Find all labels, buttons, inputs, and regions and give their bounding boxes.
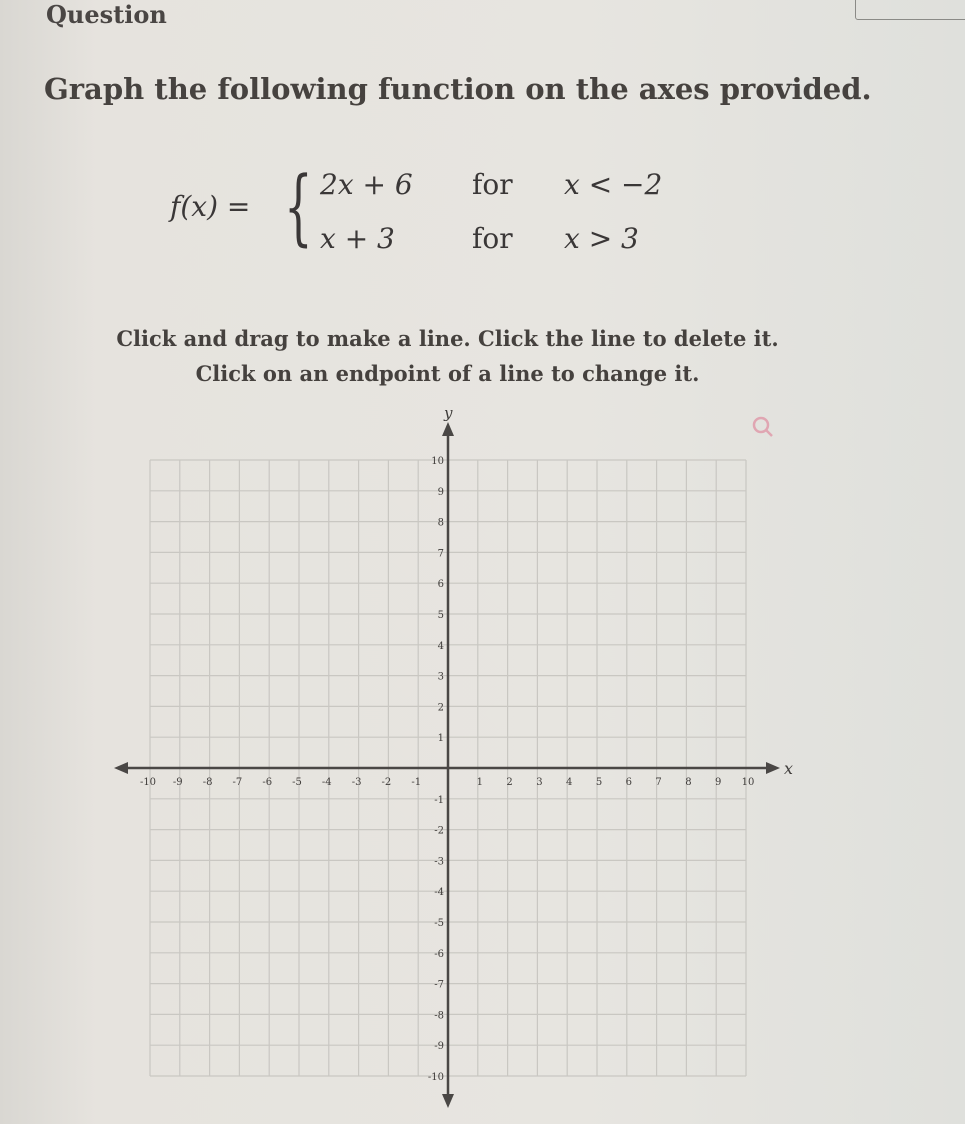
y-tick-label: 1 bbox=[437, 733, 444, 745]
x-tick-label: -7 bbox=[232, 777, 243, 788]
equation-lhs: f(x) = bbox=[170, 190, 251, 223]
y-axis-arrow-down bbox=[442, 1094, 454, 1108]
y-tick-label: 2 bbox=[437, 702, 444, 714]
y-tick-label: -4 bbox=[434, 887, 444, 899]
y-tick-label: -3 bbox=[434, 856, 444, 868]
x-tick-label: -3 bbox=[351, 777, 362, 788]
x-tick-label: 10 bbox=[741, 777, 755, 788]
x-tick-label: -10 bbox=[139, 777, 157, 788]
y-tick-label: 4 bbox=[437, 640, 444, 652]
case-2-cond: x > 3 bbox=[564, 222, 639, 255]
y-tick-label: 10 bbox=[431, 456, 444, 467]
y-tick-label: -9 bbox=[434, 1041, 444, 1053]
question-header: Question bbox=[46, 0, 167, 29]
x-tick-label: 3 bbox=[536, 777, 543, 788]
y-tick-label: 9 bbox=[437, 486, 444, 498]
question-prompt: Graph the following function on the axes provided. bbox=[44, 72, 872, 106]
case-1-cond: x < −2 bbox=[564, 168, 663, 201]
y-tick-label: 5 bbox=[437, 610, 444, 621]
y-tick-label: -8 bbox=[434, 1010, 444, 1022]
x-tick-label: 9 bbox=[715, 777, 722, 788]
x-tick-label: 7 bbox=[655, 777, 662, 788]
x-tick-label: -8 bbox=[202, 777, 213, 788]
x-tick-label: -2 bbox=[381, 777, 392, 788]
x-tick-label: -5 bbox=[292, 777, 302, 788]
case-2-expr: x + 3 bbox=[320, 222, 395, 255]
y-tick-label: -1 bbox=[434, 794, 444, 806]
x-tick-label: 6 bbox=[625, 777, 632, 788]
y-tick-label: 6 bbox=[437, 579, 444, 591]
x-tick-label: 5 bbox=[595, 777, 603, 788]
y-tick-label: -6 bbox=[434, 948, 444, 960]
x-tick-label: -9 bbox=[172, 777, 183, 788]
y-tick-label: -10 bbox=[427, 1072, 444, 1083]
x-tick-label: 2 bbox=[506, 777, 513, 788]
instruction-line-2: Click on an endpoint of a line to change it. bbox=[195, 361, 700, 386]
case-1-for: for bbox=[472, 168, 513, 201]
y-axis-label: y bbox=[444, 404, 453, 422]
x-axis-label: x bbox=[784, 759, 794, 778]
x-tick-label: -6 bbox=[262, 777, 273, 788]
y-tick-label: 8 bbox=[437, 517, 444, 529]
magnifier-icon[interactable] bbox=[752, 416, 774, 438]
y-tick-label: -5 bbox=[434, 918, 444, 929]
x-tick-label: 1 bbox=[476, 777, 483, 788]
x-axis-arrow-left bbox=[114, 762, 128, 774]
y-tick-label: -7 bbox=[434, 979, 444, 991]
instruction-line-1: Click and drag to make a line. Click the line to delete it. bbox=[116, 326, 779, 351]
axes bbox=[114, 422, 780, 1108]
y-tick-label: -2 bbox=[434, 825, 444, 837]
case-2-for: for bbox=[472, 222, 513, 255]
x-tick-label: -4 bbox=[321, 777, 332, 788]
x-axis-arrow-right bbox=[766, 762, 780, 774]
case-1-expr: 2x + 6 bbox=[320, 168, 413, 201]
brace-symbol: { bbox=[284, 160, 313, 255]
x-tick-label: 4 bbox=[566, 777, 573, 788]
y-tick-label: 3 bbox=[437, 671, 444, 683]
y-axis-arrow-up bbox=[442, 422, 454, 436]
x-tick-label: -1 bbox=[411, 777, 422, 788]
x-tick-label: 8 bbox=[685, 777, 692, 788]
y-tick-label: 7 bbox=[437, 548, 444, 560]
